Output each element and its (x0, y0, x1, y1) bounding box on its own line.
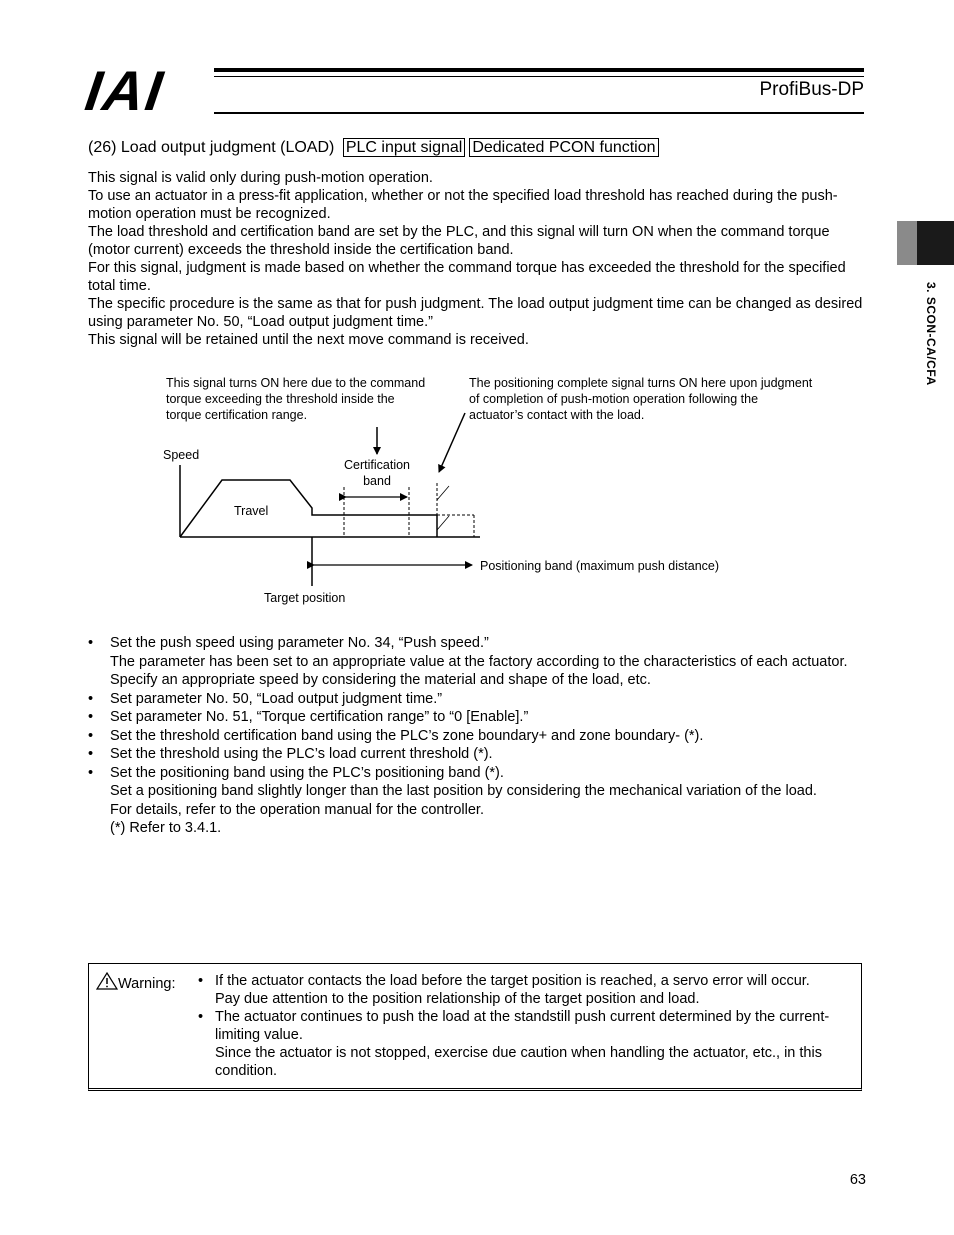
warning-label (96, 972, 175, 993)
section-title-text: (26) Load output judgment (LOAD) (88, 139, 335, 156)
bullet-dot: • (88, 635, 94, 651)
paragraph: The specific procedure is the same as that for push judgment. The load output judgment time can be changed as desired using parameter No. 50, “Load output judgment time.” (88, 296, 863, 330)
list-item (88, 727, 878, 746)
tag-plc-input-signal: PLC input signal (343, 138, 466, 157)
positioning-complete-pointer-arrow (439, 413, 465, 472)
bullet-dot: • (88, 727, 94, 744)
paragraph: This signal will be retained until the next move command is received. (88, 332, 529, 348)
list-item-line: The parameter has been set to an appropriate value at the factory according to the characteristics of each actuator. (110, 653, 848, 670)
list-item (88, 690, 878, 709)
bullet-dot: • (88, 746, 94, 762)
warning-item (198, 1008, 858, 1080)
list-item-line: Specify an appropriate speed by considering the material and shape of the load, etc. (110, 672, 651, 688)
warning-item (198, 972, 858, 1008)
list-item-line: Set the threshold using the PLC’s load current threshold (*). (110, 746, 493, 762)
list-item-line: (*) Refer to 3.4.1. (110, 820, 222, 836)
tag-dedicated-pcon: Dedicated PCON function (469, 138, 658, 157)
list-item (88, 634, 878, 690)
list-item (88, 764, 878, 838)
list-item-line: For details, refer to the operation manual for the controller. (110, 801, 484, 818)
bullet-dot: • (88, 764, 94, 781)
cert-label-line: band (363, 474, 391, 488)
warning-item-line: Since the actuator is not stopped, exercise due caution when handling the actuator, etc., in this condition. (215, 1045, 822, 1079)
list-item (88, 708, 878, 727)
warning-item-line: Pay due attention to the position relationship of the target position and load. (215, 991, 700, 1007)
paragraph: To use an actuator in a press-fit application, whether or not the specified load threshold has reached during the push-motion operation must be recognized. (88, 188, 838, 222)
iai-logo: IAI (81, 59, 169, 122)
list-item-line: Set the threshold certification band using the PLC’s zone boundary+ and zone boundary- (*). (110, 727, 704, 744)
warning-label-text: Warning: (118, 976, 176, 992)
paragraph: This signal is valid only during push-motion operation. (88, 170, 433, 186)
speed-profile-line (180, 480, 437, 537)
chapter-label: 3. SCON-CA/CFA (924, 282, 938, 386)
paragraph: The load threshold and certification band are set by the PLC, and this signal will turn ON when the command torque (motor current) exceeds the threshold inside the certification band. (88, 224, 830, 258)
list-item-line: Set the positioning band using the PLC’s positioning band (*). (110, 764, 504, 781)
list-item-line: Set a positioning band slightly longer than the last position by considering the mechanical variation of the load. (110, 783, 817, 799)
warning-item-line: If the actuator contacts the load before the target position is reached, a servo error will occur. (215, 973, 810, 989)
bullet-dot: • (88, 709, 94, 725)
procedure-list (88, 634, 878, 838)
list-item-line: Set parameter No. 50, “Load output judgment time.” (110, 690, 443, 707)
diagram-note-left: This signal turns ON here due to the command torque exceeding the threshold inside the torque certification range. (166, 376, 426, 422)
page-number: 63 (849, 1172, 866, 1188)
diagram-speed-label: Speed (163, 448, 200, 462)
list-item-line: Set parameter No. 51, “Torque certification range” to “0 [Enable].” (110, 709, 529, 725)
diagram-positioning-band-label: Positioning band (maximum push distance) (480, 559, 720, 573)
list-item (88, 745, 878, 764)
hatch-mark (437, 486, 449, 500)
cert-label-line: Certification (344, 458, 410, 472)
diagram-target-label: Target position (264, 591, 346, 605)
diagram-note-right: The positioning complete signal turns ON here upon judgment of completion of push-motion operation following the actuator’s contact with the load. (469, 376, 813, 422)
diagram-travel-label: Travel (234, 504, 269, 518)
bullet-dot: • (198, 973, 204, 989)
warning-item-line: The actuator continues to push the load at the standstill push current determined by the current-limiting value. (215, 1009, 830, 1043)
bullet-dot: • (88, 690, 94, 707)
warning-triangle-icon (96, 972, 118, 990)
hatch-mark (437, 516, 449, 530)
warning-list (198, 972, 858, 1080)
list-item-line: Set the push speed using parameter No. 34, “Push speed.” (110, 635, 489, 651)
bullet-dot: • (198, 1009, 204, 1025)
product-name: ProfiBus-DP (759, 79, 864, 100)
paragraph: For this signal, judgment is made based on whether the command torque has exceeded the threshold for the specified total time. (88, 260, 846, 294)
